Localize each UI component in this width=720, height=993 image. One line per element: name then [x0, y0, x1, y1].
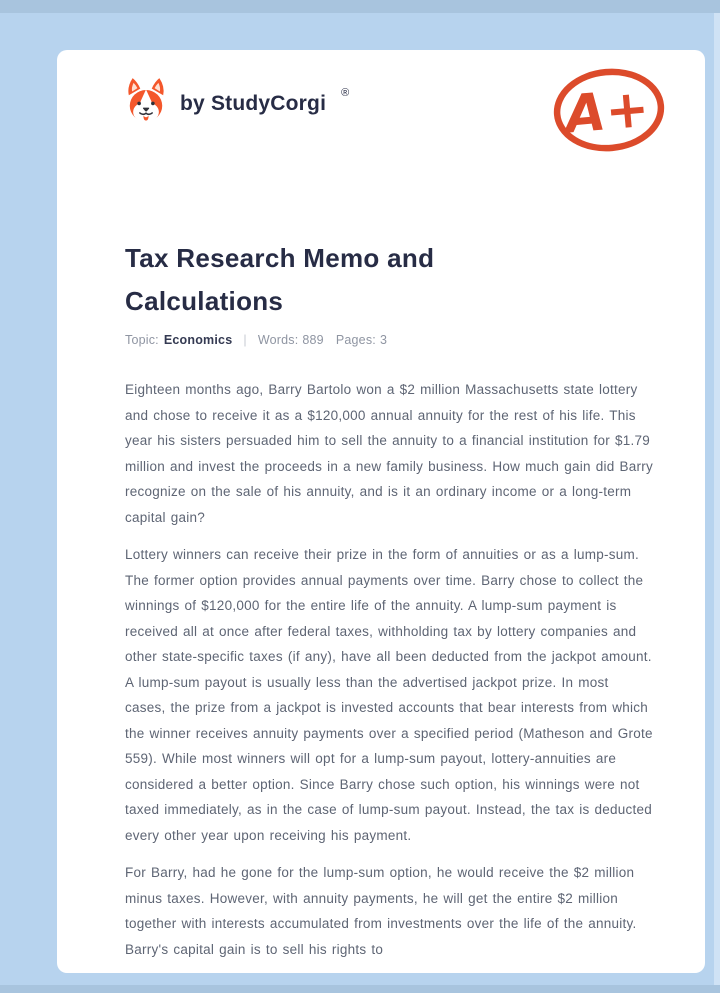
pages-value: 3: [379, 333, 388, 347]
studycorgi-brand-link[interactable]: [125, 77, 349, 130]
paragraph-1: Eighteen months ago, Barry Bartolo won a $2 million Massachusetts state lottery and chose to receive it as a $120,000 annual annuity for the rest of his life. This year his sisters persuaded him to sell the annuity to a financial institution for $1.79 million and invest the proceeds in a new family business. How much gain did Barry recognize on the sale of his annuity, and is it an ordinary income or a long-term capital gain?: [125, 382, 653, 525]
paragraph-2: Lottery winners can receive their prize in the form of annuities or as a lump-sum. The former option provides annual payments over time. Barry chose to collect the winnings of $120,000 for the entire life of the annuity. A lump-sum payment is received all at once after federal taxes, withholding tax by lottery companies and other state-specific taxes (if any), have all been deducted from the jackpot amount. A lump-sum payout is usually less than the advertised jackpot prize. In most cases, the prize from a jackpot is invested accounts that bear interests from which the winner receives annuity payments over a specified period (Matheson and Grote 559). While most winners will opt for a lump-sum payout, lottery-annuities are considered a better option. Since Barry chose such option, his winnings were not taxed immediately, as in the case of lump-sum payout. Instead, the tax is deducted every other year upon receiving his payment.: [125, 547, 653, 843]
pages-label: Pages:: [335, 333, 376, 347]
words-value: 889: [302, 333, 324, 347]
background-top-strip: [0, 0, 720, 13]
page-header: [57, 50, 705, 175]
background-right-strip: [714, 13, 720, 985]
stamp-grade-text: A+: [562, 78, 652, 146]
words-label: Words:: [257, 333, 299, 347]
article-body: [125, 377, 653, 962]
a-plus-stamp-icon: [549, 58, 669, 167]
background-bottom-strip: [0, 985, 720, 993]
page-title-line2: Calculations: [125, 286, 284, 316]
brand-name: by StudyCorgi: [180, 91, 327, 115]
article-meta: [125, 333, 705, 347]
meta-separator: |: [243, 333, 247, 347]
paragraph-3: For Barry, had he gone for the lump-sum option, he would receive the $2 million minus taxes. However, with annuity payments, he will get the entire $2 million together with interests accumulated from investments over the life of the annuity. Barry's capital gain is to sell his rights to: [125, 865, 637, 957]
page-title: [125, 237, 595, 323]
document-page-card: [57, 50, 705, 973]
corgi-logo-icon: [125, 77, 167, 130]
page-title-line1: Tax Research Memo and: [125, 243, 435, 273]
registered-trademark-symbol: ®: [341, 87, 350, 99]
topic-label: Topic:: [125, 333, 159, 347]
topic-value: Economics: [163, 333, 233, 347]
